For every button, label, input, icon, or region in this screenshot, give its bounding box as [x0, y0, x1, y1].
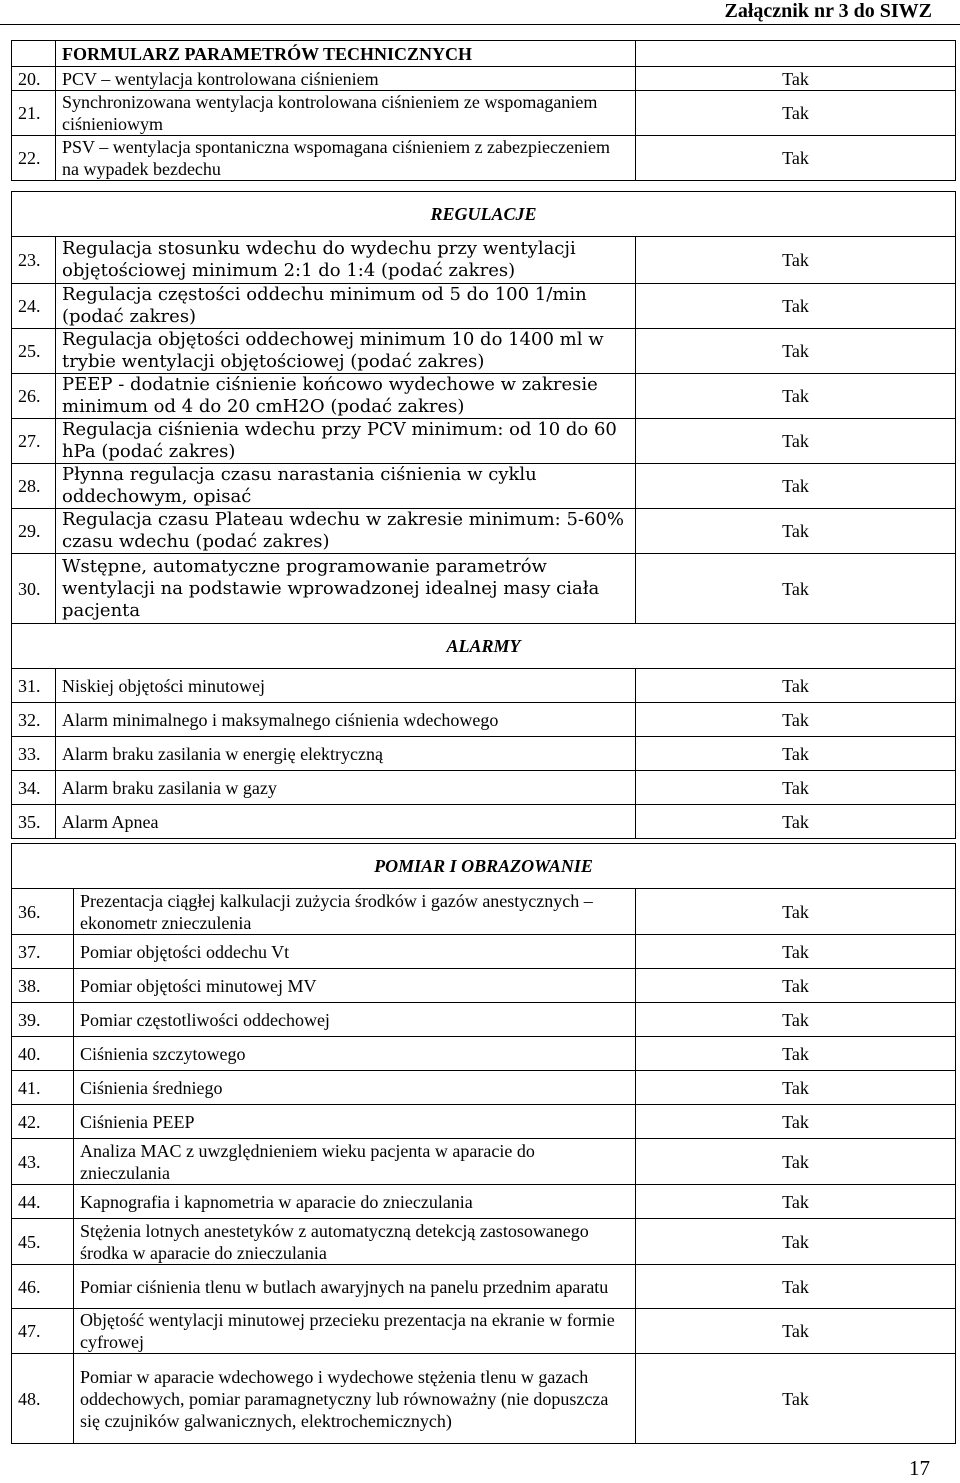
- row-number: 46.: [12, 1265, 74, 1309]
- row-number: 47.: [12, 1309, 74, 1354]
- table-row: [12, 1037, 956, 1071]
- row-description: Ciśnienia szczytowego: [74, 1037, 636, 1071]
- table-row: [12, 237, 956, 284]
- header-rule: [0, 24, 960, 25]
- row-description: Objętość wentylacji minutowej przecieku prezentacja na ekranie w formie cyfrowej: [74, 1309, 636, 1354]
- row-description: Kapnografia i kapnometria w aparacie do znieczulania: [74, 1185, 636, 1219]
- row-value: Tak: [636, 1071, 956, 1105]
- row-description: PEEP - dodatnie ciśnienie końcowo wydechowe w zakresie minimum od 4 do 20 cmH2O (podać zakres): [56, 374, 636, 419]
- table-row: [12, 374, 956, 419]
- row-number: 31.: [12, 669, 56, 703]
- row-value: Tak: [636, 889, 956, 935]
- row-number: 27.: [12, 419, 56, 464]
- row-number: 38.: [12, 969, 74, 1003]
- table-row: [12, 935, 956, 969]
- table-row: [12, 1105, 956, 1139]
- row-value: Tak: [636, 1003, 956, 1037]
- row-value: Tak: [636, 969, 956, 1003]
- table-row: [12, 509, 956, 554]
- row-description: Alarm Apnea: [56, 805, 636, 839]
- table-row: [12, 136, 956, 181]
- row-value: Tak: [636, 737, 956, 771]
- row-number: 45.: [12, 1219, 74, 1265]
- section-title-pomiar: POMIAR I OBRAZOWANIE: [12, 844, 956, 889]
- table-row: [12, 889, 956, 935]
- table-row: [12, 67, 956, 91]
- row-number: 42.: [12, 1105, 74, 1139]
- table-row: [12, 1185, 956, 1219]
- row-description: Pomiar w aparacie wdechowego i wydechowe stężenia tlenu w gazach oddechowych, pomiar paramagnetyczny lub równoważny (nie dopuszcza się czujników galwanicznych, elektrochemicznych): [74, 1354, 636, 1444]
- section-title-regulacje: REGULACJE: [12, 192, 956, 237]
- row-number: 39.: [12, 1003, 74, 1037]
- row-value: Tak: [636, 703, 956, 737]
- table-row: [12, 1354, 956, 1444]
- row-value: Tak: [636, 805, 956, 839]
- row-description: Regulacja czasu Plateau wdechu w zakresie minimum: 5-60% czasu wdechu (podać zakres): [56, 509, 636, 554]
- row-value: Tak: [636, 237, 956, 284]
- row-number: 41.: [12, 1071, 74, 1105]
- row-number: 40.: [12, 1037, 74, 1071]
- row-description: Alarm braku zasilania w energię elektryczną: [56, 737, 636, 771]
- row-value: Tak: [636, 1037, 956, 1071]
- row-number: 44.: [12, 1185, 74, 1219]
- row-number: 48.: [12, 1354, 74, 1444]
- row-value: Tak: [636, 1139, 956, 1185]
- table-row: [12, 1309, 956, 1354]
- table-row: [12, 1071, 956, 1105]
- table-row: [12, 329, 956, 374]
- row-value: Tak: [636, 419, 956, 464]
- row-value: Tak: [636, 935, 956, 969]
- table-row: [12, 1003, 956, 1037]
- table-row: [12, 669, 956, 703]
- row-number: 30.: [12, 554, 56, 624]
- row-number: 21.: [12, 91, 56, 136]
- table-row: [12, 91, 956, 136]
- row-number: 28.: [12, 464, 56, 509]
- row-description: Prezentacja ciągłej kalkulacji zużycia środków i gazów anestycznych –ekonometr znieczulenia: [74, 889, 636, 935]
- row-description: PCV – wentylacja kontrolowana ciśnieniem: [56, 67, 636, 91]
- row-number: 23.: [12, 237, 56, 284]
- row-value: Tak: [636, 1309, 956, 1354]
- annex-label: Załącznik nr 3 do SIWZ: [724, 0, 932, 22]
- table-row: [12, 1139, 956, 1185]
- row-description: Ciśnienia średniego: [74, 1071, 636, 1105]
- row-number: 35.: [12, 805, 56, 839]
- row-number: 25.: [12, 329, 56, 374]
- row-description: Regulacja ciśnienia wdechu przy PCV minimum: od 10 do 60 hPa (podać zakres): [56, 419, 636, 464]
- row-description: Wstępne, automatyczne programowanie parametrów wentylacji na podstawie wprowadzonej idealnej masy ciała pacjenta: [56, 554, 636, 624]
- row-value: Tak: [636, 329, 956, 374]
- row-value: Tak: [636, 509, 956, 554]
- table-row: [12, 969, 956, 1003]
- row-value: Tak: [636, 374, 956, 419]
- table-row: [12, 1265, 956, 1309]
- row-value: Tak: [636, 464, 956, 509]
- table-row: [12, 805, 956, 839]
- row-value: Tak: [636, 771, 956, 805]
- row-number: 22.: [12, 136, 56, 181]
- row-description: Płynna regulacja czasu narastania ciśnienia w cyklu oddechowym, opisać: [56, 464, 636, 509]
- row-number: 24.: [12, 284, 56, 329]
- table-row: [12, 1219, 956, 1265]
- row-description: Regulacja częstości oddechu minimum od 5 do 100 1/min (podać zakres): [56, 284, 636, 329]
- row-number: 20.: [12, 67, 56, 91]
- section-title-alarmy: ALARMY: [12, 624, 956, 669]
- row-description: Pomiar częstotliwości oddechowej: [74, 1003, 636, 1037]
- row-description: Pomiar objętości minutowej MV: [74, 969, 636, 1003]
- row-number: 37.: [12, 935, 74, 969]
- table-row: [12, 284, 956, 329]
- row-value: Tak: [636, 67, 956, 91]
- row-value: Tak: [636, 136, 956, 181]
- row-number: 34.: [12, 771, 56, 805]
- row-value: Tak: [636, 554, 956, 624]
- table-row: [12, 703, 956, 737]
- row-description: Regulacja objętości oddechowej minimum 10 do 1400 ml w trybie wentylacji objętościowej (podać zakres): [56, 329, 636, 374]
- table-row: [12, 464, 956, 509]
- row-number: 29.: [12, 509, 56, 554]
- table-row: [12, 771, 956, 805]
- row-value: Tak: [636, 669, 956, 703]
- row-value: Tak: [636, 1185, 956, 1219]
- row-value: Tak: [636, 284, 956, 329]
- form-title: FORMULARZ PARAMETRÓW TECHNICZNYCH: [56, 41, 636, 67]
- row-value: Tak: [636, 1354, 956, 1444]
- row-description: Synchronizowana wentylacja kontrolowana ciśnieniem ze wspomaganiem ciśnieniowym: [56, 91, 636, 136]
- row-description: Niskiej objętości minutowej: [56, 669, 636, 703]
- row-description: Stężenia lotnych anestetyków z automatyczną detekcją zastosowanego środka w aparacie do znieczulania: [74, 1219, 636, 1265]
- row-value: Tak: [636, 1265, 956, 1309]
- row-value: Tak: [636, 91, 956, 136]
- row-description: Analiza MAC z uwzględnieniem wieku pacjenta w aparacie do znieczulania: [74, 1139, 636, 1185]
- row-number: 26.: [12, 374, 56, 419]
- row-description: Alarm minimalnego i maksymalnego ciśnienia wdechowego: [56, 703, 636, 737]
- row-number: 36.: [12, 889, 74, 935]
- row-description: Alarm braku zasilania w gazy: [56, 771, 636, 805]
- row-description: Ciśnienia PEEP: [74, 1105, 636, 1139]
- row-number: 43.: [12, 1139, 74, 1185]
- page-number: 17: [909, 1456, 930, 1480]
- row-value: Tak: [636, 1105, 956, 1139]
- regulacje-table: [11, 191, 956, 839]
- pomiar-table: [11, 843, 956, 1444]
- table-row: [12, 737, 956, 771]
- row-description: Pomiar ciśnienia tlenu w butlach awaryjnych na panelu przednim aparatu: [74, 1265, 636, 1309]
- table-row: [12, 419, 956, 464]
- row-value: Tak: [636, 1219, 956, 1265]
- row-description: Pomiar objętości oddechu Vt: [74, 935, 636, 969]
- row-description: PSV – wentylacja spontaniczna wspomagana ciśnieniem z zabezpieczeniem na wypadek bezdechu: [56, 136, 636, 181]
- block1-table: [11, 40, 956, 181]
- table-row: [12, 554, 956, 624]
- row-description: Regulacja stosunku wdechu do wydechu przy wentylacji objętościowej minimum 2:1 do 1:4 (podać zakres): [56, 237, 636, 284]
- row-number: 32.: [12, 703, 56, 737]
- row-number: 33.: [12, 737, 56, 771]
